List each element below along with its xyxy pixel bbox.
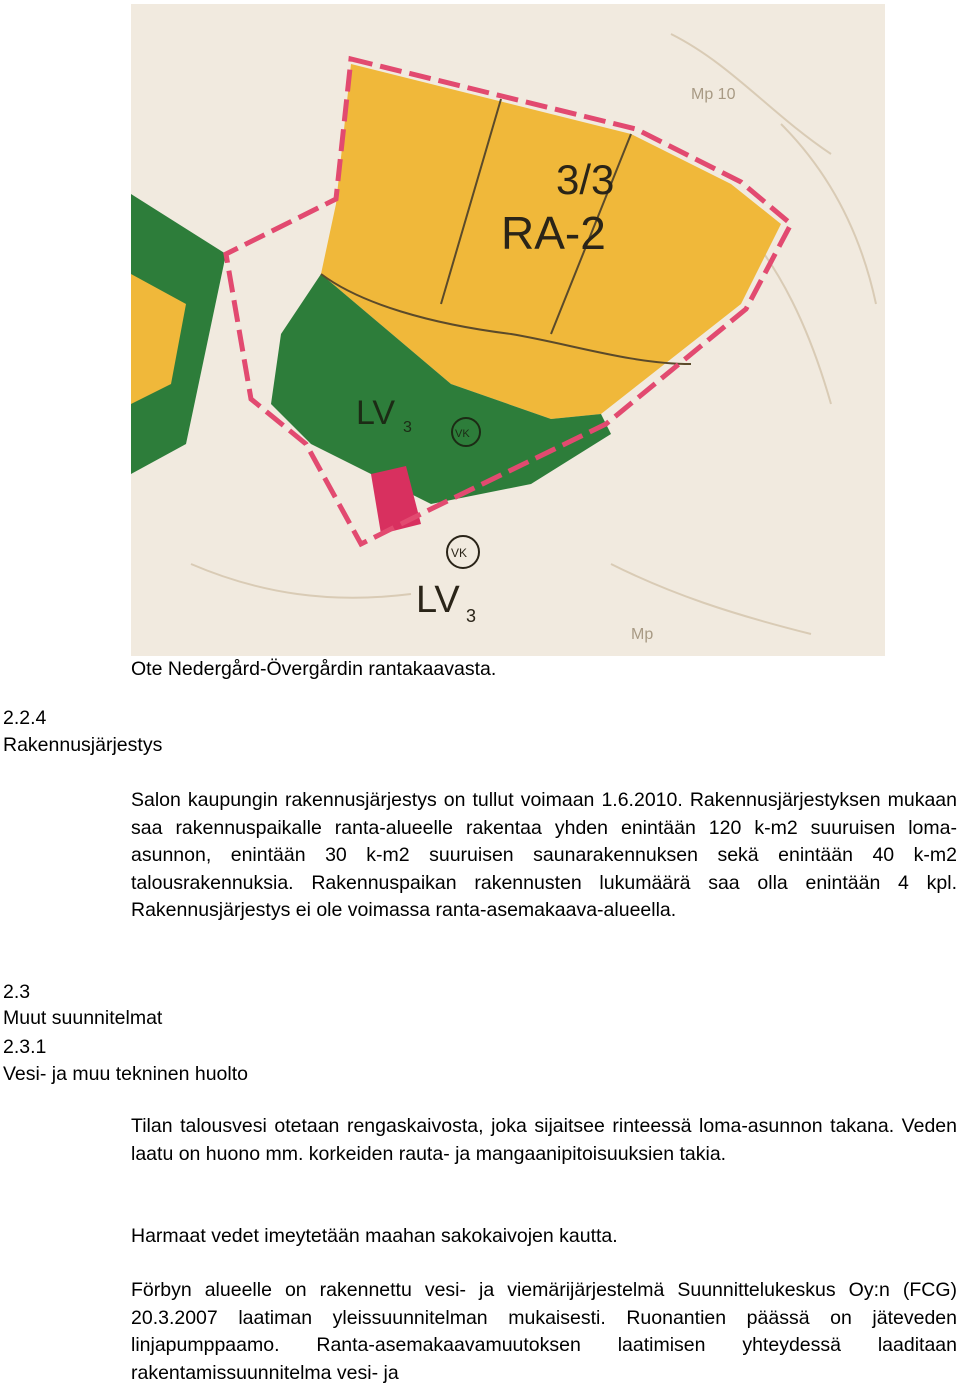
zone-label: RA-2: [501, 207, 606, 259]
area-label-bottom: LV: [416, 579, 460, 621]
mark-mp-top: Mp 10: [691, 86, 736, 103]
area-label-top-sub: 3: [403, 419, 412, 436]
sewer-system-paragraph: [131, 1277, 957, 1387]
paragraph-text: Harmaat vedet imeytetään maahan sakokaivojen kautta.: [131, 1225, 618, 1247]
grey-water-paragraph: [131, 1223, 957, 1251]
area-label-bottom-sub: 3: [466, 606, 477, 626]
paragraph-text: Förbyn alueelle on rakennettu vesi- ja viemärijärjestelmä Suunnittelukeskus Oy:n (FCG) 20.3.2007 laatiman yleissuunnitelman mukaisesti. Ruonantien päässä on jäteveden linjapumppaamo. Ranta-asemakaavamuutoksen laatimisen yhteydessä laaditaan rakentamissuunnitelma vesi- ja: [131, 1279, 957, 1384]
rakennusjarjestys-paragraph: [131, 787, 957, 925]
paragraph-text: Salon kaupungin rakennusjärjestys on tullut voimaan 1.6.2010. Rakennusjärjestyksen mukaan saa rakennuspaikalle ranta-alueelle rakentaa yhden enintään 120 k-m2 suuruisen loma-asunnon, enintään 30 k-m2 suuruisen saunarakennuksen sekä enintään 40 k-m2 talousrakennuksia. Rakennuspaikan rakennusten lukumäärä saa olla enintään 4 kpl. Rakennusjärjestys ei ole voimassa ranta-asemakaava-alueella.: [131, 789, 957, 921]
parcel-label: 3/3: [556, 156, 615, 203]
zoning-map-excerpt: [131, 4, 885, 656]
section-number: 2.2.4: [3, 707, 47, 729]
map-caption: Ote Nedergård-Övergårdin rantakaavasta.: [131, 658, 497, 680]
mark-mp-bottom: Mp: [631, 626, 654, 643]
area-label-top: LV: [356, 394, 396, 432]
paragraph-text: Tilan talousvesi otetaan rengaskaivosta, joka sijaitsee rinteessä loma-asunnon takana. Veden laatu on huono mm. korkeiden rauta- ja mangaanipitoisuuksien takia.: [131, 1115, 957, 1165]
vk-symbol-top: VK: [455, 428, 470, 440]
section-title: Rakennusjärjestys: [3, 734, 163, 756]
vk-symbol-bottom: VK: [451, 546, 468, 560]
section-number: 2.3: [3, 981, 31, 1003]
water-supply-paragraph: [131, 1113, 957, 1168]
subsection-title: Vesi- ja muu tekninen huolto: [3, 1063, 248, 1085]
subsection-number: 2.3.1: [3, 1036, 47, 1058]
section-title: Muut suunnitelmat: [3, 1007, 163, 1029]
